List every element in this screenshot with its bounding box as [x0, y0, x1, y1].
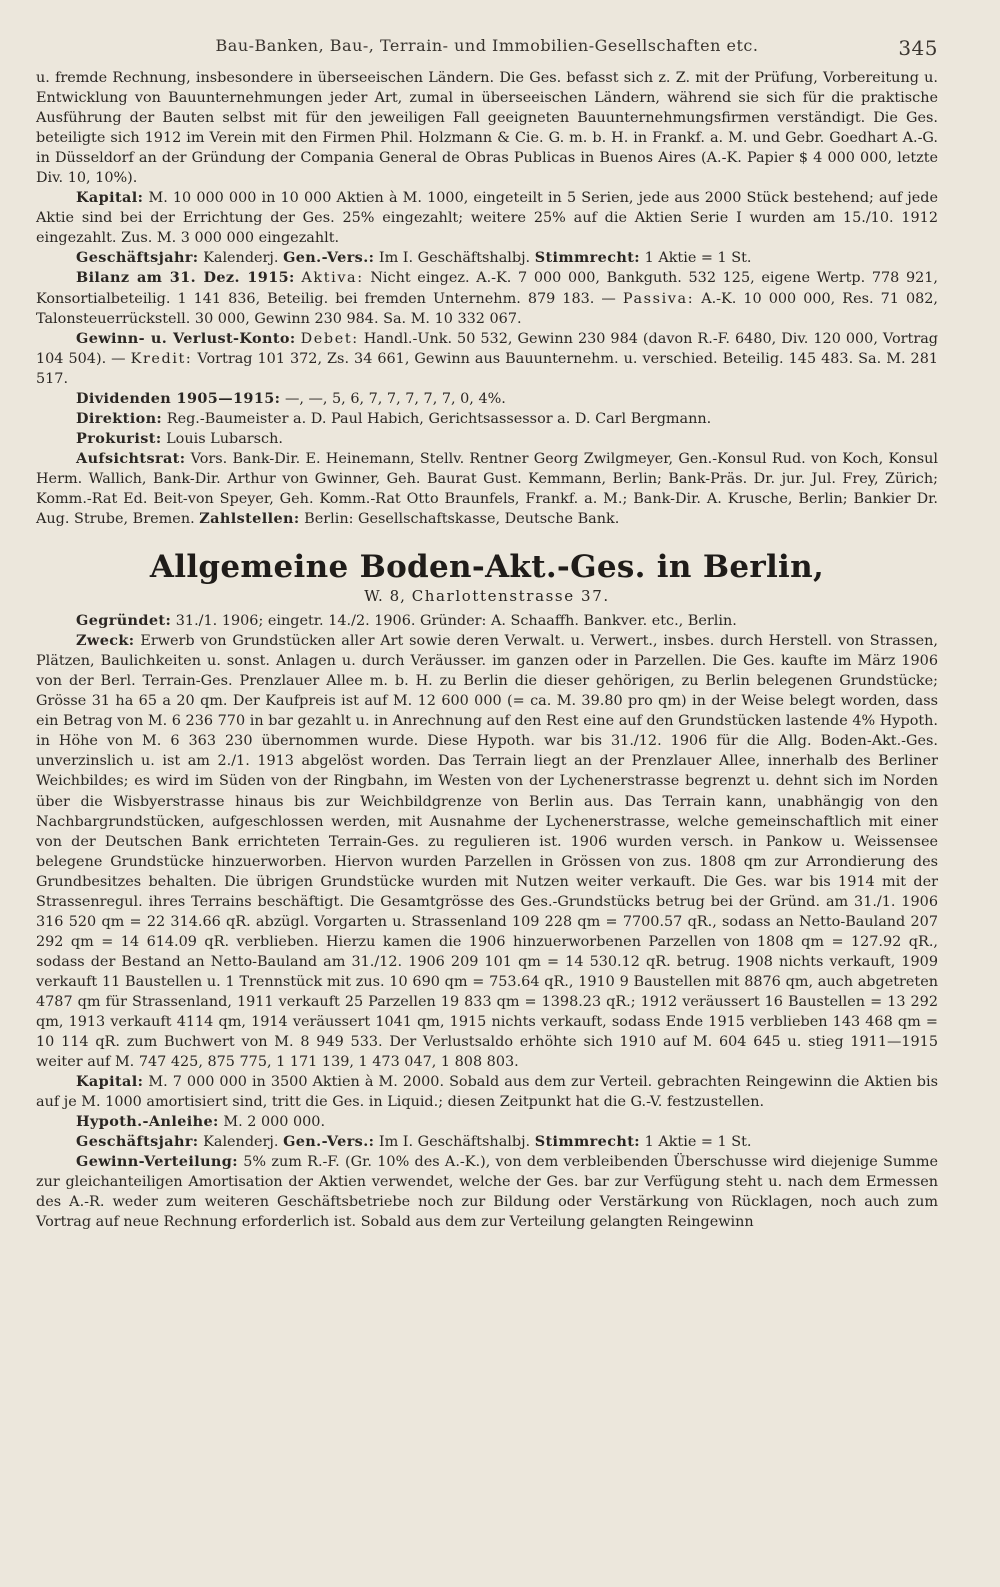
sr-text: 1 Aktie = 1 St.	[644, 1134, 752, 1151]
sr-label: Stimmrecht:	[534, 1133, 641, 1151]
company-address-street: Charlottenstrasse 37.	[411, 587, 610, 606]
prev-prokurist-paragraph	[36, 429, 938, 449]
prev-div-label: Dividenden 1905—1915:	[76, 389, 281, 407]
company-entry	[36, 549, 938, 1232]
zweck-label: Zweck:	[76, 632, 135, 650]
prev-gv-label: Gen.-Vers.:	[283, 249, 375, 267]
prev-guv-label: Gewinn- u. Verlust-Konto:	[76, 329, 296, 347]
zweck-text: Erwerb von Grundstücken aller Art sowie deren Verwalt. u. Verwert., insbes. durch Herstell. von Strassen, Plätzen, Baulichkeiten u. sonst. Anlagen u. durch Veräusser. im ganzen oder in Parzellen. Die Ges. kaufte im März 1906 von der Berl. Terrain-Ges. Prenzlauer Allee m. b. H. zu Berlin die dieser gehörigen, zu Berlin belegenen Grundstücke; Grösse 31 ha 65 a 20 qm. Der Kaufpreis ist auf M. 12 600 000 (= ca. M. 39.80 pro qm) in der Weise belegt worden, dass ein Betrag von M. 6 236 770 in bar gezahlt u. in Anrechnung auf den Rest eine auf den Grundstücken lastende 4% Hypoth. in Höhe von M. 6 363 230 übernommen wurde. Diese Hypoth. war bis 31./12. 1906 für die Allg. Boden-Akt.-Ges. unverzinslich u. ist am 2./1. 1913 abgelöst worden. Das Terrain liegt an der Prenzlauer Allee, innerhalb des Berliner Weichbildes; es wird im Süden von der Ringbahn, im Westen von der Lychenerstrasse begrenzt u. dehnt sich im Norden über die Wisbyerstrasse hinaus bis zur Weichbildgrenze von Berlin aus. Das Terrain kann, unabhängig von den Nachbargrundstücken, aufgeschlossen werden, mit Ausnahme der Lychenerstrasse, welche gemeinschaftlich mit einer von der Deutschen Bank errichteten Terrain-Ges. zu regulieren ist. 1906 wurden versch. in Pankow u. Weissensee belegene Grundstücke hinzuerworben. Hiervon wurden Parzellen in Grössen von zus. 1808 qm zur Arrondierung des Grundbesitzes behalten. Die übrigen Grundstücke wurden mit Nutzen weiter verkauft. Die Ges. war bis 1914 mit der Strassenregul. ihres Terrains beschäftigt. Die Gesamtgrösse des Ges.-Grundstücks betrug bei der Gründ. am 31./1. 1906 316 520 qm = 22 314.66 qR. abzügl. Vorgarten u. Strassenland 109 228 qm = 7700.57 qR., sodass an Netto-Bauland 207 292 qm = 14 614.09 qR. verblieben. Hierzu kamen die 1906 hinzuerworbenen Parzellen von 1808 qm = 127.92 qR., sodass der Bestand an Netto-Bauland am 31./12. 1906 209 101 qm = 14 530.12 qR. betrug. 1908 nichts verkauft, 1909 verkauft 11 Baustellen u. 1 Trennstück mit zus. 10 690 qm = 753.64 qR., 1910 9 Baustellen mit 8876 qm, auch abgetreten 4787 qm für Strassenland, 1911 verkauft 25 Parzellen 19 833 qm = 1398.23 qR.; 1912 veräussert 16 Baustellen = 13 292 qm, 1913 verkauft 4114 qm, 1914 veräussert 1041 qm, 1915 nichts verkauft, sodass Ende 1915 verblieben 143 468 qm = 10 114 qR. zum Buchwert von M. 8 949 533. Der Verlustsaldo erhöhte sich 1910 auf M. 604 645 u. stieg 1911—1915 weiter auf M. 747 425, 875 775, 1 171 139, 1 473 047, 1 808 803.	[36, 633, 938, 1071]
prev-div-text: —, —, 5, 6, 7, 7, 7, 7, 7, 0, 4%.	[284, 390, 506, 407]
page-number: 345	[898, 36, 938, 60]
company-address-prefix: W. 8,	[364, 587, 406, 606]
prev-dividenden-paragraph	[36, 389, 938, 409]
gv-label: Gen.-Vers.:	[283, 1133, 375, 1151]
prev-ar-text: Vors. Bank-Dir. E. Heinemann, Stellv. Rentner Georg Zwilgmeyer, Gen.-Konsul Rud. von Koch, Konsul Herm. Wallich, Bank-Dir. Arthur von Gwinner, Geh. Baurat Gust. Kemmann, Berlin; Bank-Präs. Dr. jur. Jul. Frey, Zürich; Komm.-Rat Ed. Beit-von Speyer, Geh. Komm.-Rat Otto Braunfels, Frankf. a. M.; Bank-Dir. A. Krusche, Berlin; Bankier Dr. Aug. Strube, Bremen.	[36, 450, 938, 528]
prev-aktiva-text: Nicht eingez. A.-K. 7 000 000, Bankguth. 532 125, eigene Wertp. 778 921, Konsortialbeteilig. 1 141 836, Beteilig. bei fremden Unternehm. 879 183. —	[36, 270, 938, 307]
prev-guv-paragraph	[36, 329, 938, 389]
prev-meta-paragraph	[36, 248, 938, 268]
prev-aktiva-label: Aktiva:	[301, 270, 364, 287]
gegr-label: Gegründet:	[76, 612, 172, 630]
company-address	[36, 587, 938, 605]
prev-prok-label: Prokurist:	[76, 429, 162, 447]
prev-kapital-paragraph	[36, 188, 938, 248]
running-head	[36, 28, 938, 68]
prev-kapital-label: Kapital:	[76, 189, 144, 207]
gj-label: Geschäftsjahr:	[76, 1133, 199, 1151]
prev-passiva-label: Passiva:	[622, 290, 695, 307]
prev-debet-label: Debet:	[300, 330, 359, 347]
prev-prok-text: Louis Lubarsch.	[166, 430, 283, 447]
prev-passiva-text: A.-K. 10 000 000, Res. 71 082, Talonsteuerrückstell. 30 000, Gewinn 230 984. Sa. M. 10 332 067.	[36, 290, 939, 327]
gewinn-text: 5% zum R.-F. (Gr. 10% des A.-K.), von dem verbleibenden Überschusse wird diejenige Summe zur gleichanteiligen Amortisation der Aktien verwendet, welche der Ges. bar zur Verfügung steht u. nach dem Ermessen des A.-R. weder zum weiteren Geschäftsbetriebe noch zur Bildung oder Verstärkung von Rücklagen, noch auch zum Vortrag auf neue Rechnung erforderlich ist. Sobald aus dem zur Verteilung gelangten Reingewinn	[36, 1154, 938, 1231]
prev-ar-label: Aufsichtsrat:	[76, 449, 186, 467]
zweck-paragraph	[36, 631, 938, 1072]
prev-dir-label: Direktion:	[76, 409, 163, 427]
prev-intro-paragraph	[36, 68, 938, 188]
prev-debet-text: Handl.-Unk. 50 532, Gewinn 230 984 (davon R.-F. 6480, Div. 120 000, Vortrag 104 504). —	[36, 330, 939, 367]
gj-text: Kalenderj.	[203, 1134, 279, 1151]
prev-kredit-label: Kredit:	[130, 350, 193, 367]
prev-gv-text: Im I. Geschäftshalbj.	[378, 250, 531, 267]
prev-direktion-paragraph	[36, 409, 938, 429]
kapital-paragraph	[36, 1072, 938, 1112]
hypoth-paragraph	[36, 1112, 938, 1132]
previous-entry	[36, 68, 938, 529]
gegruendet-paragraph	[36, 611, 938, 631]
prev-kapital-text: M. 10 000 000 in 10 000 Aktien à M. 1000, eingeteilt in 5 Serien, jede aus 2000 Stück bestehend; auf jede Aktie sind bei der Errichtung der Ges. 25% eingezahlt; weitere 25% auf die Aktien Serie I wurden am 15./10. 1912 eingezahlt. Zus. M. 3 000 000 eingezahlt.	[36, 190, 938, 247]
prev-kredit-text: Vortrag 101 372, Zs. 34 661, Gewinn aus Bauunternehm. u. verschied. Beteilig. 145 483. Sa. M. 281 517.	[36, 350, 939, 387]
prev-sr-text: 1 Aktie = 1 St.	[644, 250, 752, 267]
gegr-text: 31./1. 1906; eingetr. 14./2. 1906. Gründer: A. Schaaffh. Bankver. etc., Berlin.	[175, 613, 737, 630]
kapital-text: M. 7 000 000 in 3500 Aktien à M. 2000. Sobald aus dem zur Verteil. gebrachten Reingewinn die Aktien bis auf je M. 1000 amortisiert sind, tritt die Ges. in Liquid.; diesen Zeitpunkt hat die G.-V. festzustellen.	[36, 1074, 938, 1111]
prev-aufsichtsrat-paragraph	[36, 449, 938, 529]
gewinn-label: Gewinn-Verteilung:	[76, 1153, 238, 1171]
prev-gj-label: Geschäftsjahr:	[76, 249, 199, 267]
meta-paragraph	[36, 1132, 938, 1152]
gv-text: Im I. Geschäftshalbj.	[378, 1134, 531, 1151]
prev-zahl-text: Berlin: Gesellschaftskasse, Deutsche Bank.	[304, 511, 620, 528]
prev-intro-text: u. fremde Rechnung, insbesondere in überseeischen Ländern. Die Ges. befasst sich z. Z. mit der Prüfung, Vorbereitung u. Entwicklung von Bauunternehmungen jeder Art, zumal in überseeischen Ländern, während sie sich für die praktische Ausführung der Bauten selbst mit für den jeweiligen Fall geeigneten Bauunternehmungsfirmen verständigt. Die Ges. beteiligte sich 1912 im Verein mit den Firmen Phil. Holzmann & Cie. G. m. b. H. in Frankf. a. M. und Gebr. Goedhart A.-G. in Düsseldorf an der Gründung der Compania General de Obras Publicas in Buenos Aires (A.-K. Papier $ 4 000 000, letzte Div. 10, 10%).	[36, 70, 938, 187]
prev-sr-label: Stimmrecht:	[534, 249, 641, 267]
company-title: Allgemeine Boden-Akt.-Ges. in Berlin,	[149, 549, 825, 586]
hyp-label: Hypoth.-Anleihe:	[76, 1113, 219, 1131]
kapital-label: Kapital:	[76, 1073, 144, 1091]
prev-zahl-label: Zahlstellen:	[199, 510, 300, 528]
running-head-title: Bau-Banken, Bau-, Terrain- und Immobilien-Gesellschaften etc.	[215, 36, 759, 55]
gewinn-verteilung-paragraph	[36, 1152, 938, 1232]
prev-gj-text: Kalenderj.	[203, 250, 279, 267]
hyp-text: M. 2 000 000.	[223, 1114, 326, 1131]
prev-dir-text: Reg.-Baumeister a. D. Paul Habich, Gerichtsassessor a. D. Carl Bergmann.	[166, 410, 712, 427]
prev-bilanz-label: Bilanz am 31. Dez. 1915:	[76, 269, 295, 287]
prev-bilanz-paragraph	[36, 268, 938, 328]
